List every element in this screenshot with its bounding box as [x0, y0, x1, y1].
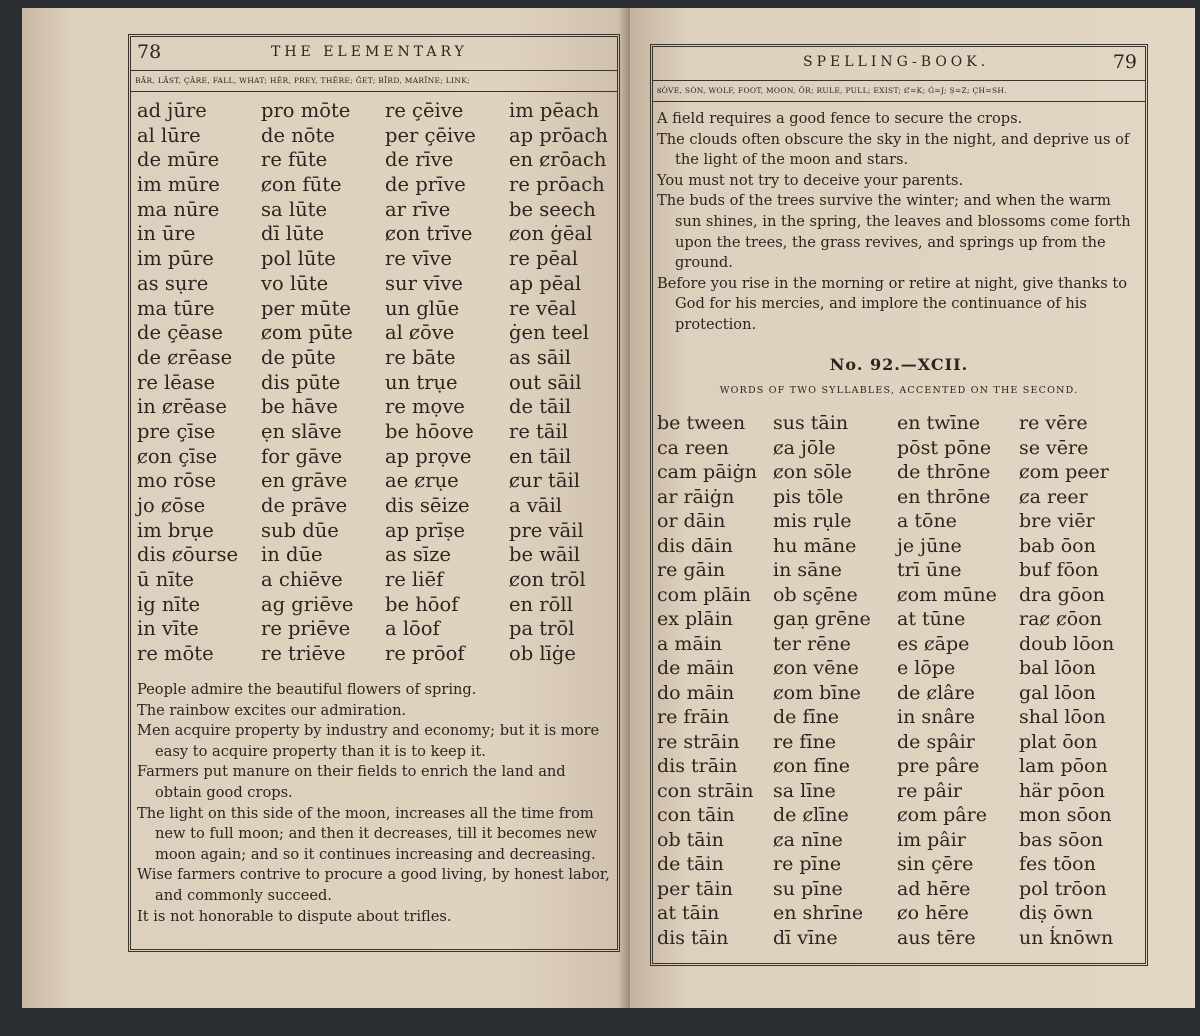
- word-row: [137, 198, 617, 223]
- word-row: [657, 583, 1137, 608]
- word-row: [657, 411, 1137, 436]
- spelling-word: re mọve: [385, 395, 465, 419]
- spelling-word: in sāne: [773, 559, 842, 581]
- spelling-word: trī ūne: [897, 559, 962, 581]
- word-row: [657, 901, 1137, 926]
- spelling-word: ȼom mūne: [897, 583, 997, 606]
- spelling-word: gaṇ grēne: [773, 608, 871, 630]
- spelling-word: de tāin: [657, 853, 724, 875]
- spelling-word: be hāve: [261, 395, 338, 419]
- spelling-word: re vēal: [509, 296, 577, 320]
- spelling-word: re gāin: [657, 559, 726, 581]
- spelling-word: re vīve: [385, 247, 452, 271]
- spelling-word: re bāte: [385, 345, 456, 369]
- spelling-word: en rōll: [509, 592, 573, 616]
- running-head-right: SPELLING-BOOK.: [803, 54, 990, 70]
- spelling-word: re triēve: [261, 642, 346, 666]
- word-row: [657, 828, 1137, 853]
- spelling-word: de tāil: [509, 395, 572, 419]
- spelling-word: de māin: [657, 657, 735, 679]
- spelling-word: e lōpe: [897, 657, 956, 679]
- spelling-word: in vīte: [137, 617, 199, 641]
- spelling-word: se vēre: [1019, 436, 1089, 459]
- spelling-word: ca reen: [657, 436, 729, 459]
- spelling-word: es ȼāpe: [897, 632, 970, 655]
- spelling-word: sur vīve: [385, 271, 463, 295]
- spelling-word: ob līġe: [509, 642, 576, 666]
- spelling-word: de rīve: [385, 148, 454, 172]
- spelling-word: pre çīse: [137, 419, 216, 443]
- word-row: [137, 519, 617, 544]
- spelling-word: dī vīne: [773, 926, 838, 949]
- spelling-word: as sụre: [137, 271, 209, 295]
- sentences-left: [137, 680, 615, 927]
- word-row: [137, 543, 617, 568]
- spelling-word: bre viēr: [1019, 510, 1095, 532]
- spelling-word: ȼon sōle: [773, 461, 852, 483]
- word-row: [137, 371, 617, 396]
- spelling-word: a tōne: [897, 510, 957, 532]
- spelling-word: re çēive: [385, 99, 464, 122]
- spelling-word: ȼon ġēal: [509, 222, 593, 246]
- spelling-word: re liēf: [385, 568, 444, 592]
- spelling-word: pa trōl: [509, 617, 575, 641]
- spelling-word: re fīne: [773, 730, 836, 753]
- word-row: [137, 593, 617, 618]
- spelling-word: a māin: [657, 632, 723, 655]
- reading-sentence: Farmers put manure on their fields to enrich the land and obtain good crops.: [137, 763, 566, 801]
- pronunciation-key-right: ȢȮVE, SȮN, WOLF, FOOT, MOON, ÔR; RULE, PULL; EXIST; Ȼ=K; Ġ=J; Ṣ=Z; ÇH=SH.: [653, 80, 1145, 102]
- word-row: [657, 460, 1137, 485]
- spelling-word: in ūre: [137, 222, 196, 246]
- spelling-word: be hōof: [385, 592, 459, 616]
- spelling-word: ob tāin: [657, 828, 724, 851]
- reading-sentence: Wise farmers contrive to procure a good living, by honest labor, and commonly succeed.: [137, 866, 610, 904]
- word-row: [137, 99, 617, 124]
- spelling-word: pōst pōne: [897, 436, 992, 459]
- spelling-word: ȼa reer: [1019, 485, 1088, 508]
- word-row: [137, 494, 617, 519]
- spelling-word: shal lōon: [1019, 706, 1106, 728]
- spelling-word: ter rēne: [773, 632, 851, 655]
- spelling-word: aus tēre: [897, 926, 976, 949]
- word-row: [137, 148, 617, 173]
- spelling-word: ar rīve: [385, 197, 451, 221]
- reading-sentence: Men acquire property by industry and economy; but it is more easy to acquire property than it is to keep it.: [137, 722, 600, 760]
- section-title: No. 92.—XCII.: [829, 355, 969, 374]
- spelling-word: ȼom pūte: [261, 321, 353, 345]
- reading-sentence: The rainbow excites our admiration.: [137, 701, 407, 719]
- spelling-word: ȼom pâre: [897, 804, 987, 826]
- spelling-word: be hōove: [385, 419, 474, 443]
- spelling-word: hu māne: [773, 534, 857, 557]
- spelling-word: re pēal: [509, 247, 578, 271]
- spelling-word: bal lōon: [1019, 657, 1096, 679]
- spelling-word: sus tāin: [773, 412, 849, 434]
- word-row: [657, 509, 1137, 534]
- spelling-word: dra gōon: [1019, 583, 1105, 606]
- spelling-word: re prōof: [385, 642, 465, 666]
- spelling-word: dī lūte: [261, 222, 325, 246]
- page-number-right: 79: [1112, 51, 1137, 73]
- sentences-right: [657, 109, 1141, 336]
- spelling-word: ȼa nīne: [773, 828, 843, 851]
- spelling-word: be tween: [657, 412, 746, 434]
- spelling-word: in snâre: [897, 706, 975, 728]
- spelling-word: de ȼrēase: [137, 345, 233, 369]
- word-row: [137, 124, 617, 149]
- spelling-word: pro mōte: [261, 99, 351, 122]
- spelling-word: mon sōon: [1019, 804, 1112, 826]
- spelling-word: a lōof: [385, 617, 440, 641]
- spelling-word: dis sēize: [385, 494, 470, 517]
- word-row: [137, 469, 617, 494]
- spelling-word: ap prīṣe: [385, 518, 465, 542]
- spelling-word: dis tāin: [657, 926, 729, 949]
- word-row: [657, 852, 1137, 877]
- spelling-word: dis dāin: [657, 534, 733, 557]
- spelling-word: im pūre: [137, 247, 214, 271]
- right-page: [630, 8, 1195, 1008]
- spelling-word: de thrōne: [897, 461, 991, 483]
- reading-sentence: You must not try to deceive your parents.: [657, 171, 964, 189]
- right-page-frame: [650, 44, 1148, 966]
- spelling-word: mo rōse: [137, 469, 217, 493]
- spelling-word: här pōon: [1019, 779, 1105, 802]
- spelling-word: for gāve: [261, 444, 343, 468]
- spelling-word: ȼur tāil: [509, 469, 580, 493]
- spelling-word: do māin: [657, 681, 735, 704]
- spelling-word: cam pāiġn: [657, 461, 757, 483]
- spelling-word: de prāve: [261, 494, 348, 517]
- spelling-word: un trụe: [385, 370, 458, 394]
- reading-sentence: People admire the beautiful flowers of spring.: [137, 681, 477, 698]
- spelling-word: sa līne: [773, 779, 836, 802]
- spelling-word: pre pâre: [897, 755, 980, 777]
- word-row: [137, 617, 617, 642]
- spelling-word: re priēve: [261, 617, 351, 641]
- spelling-word: ad hēre: [897, 877, 971, 900]
- spelling-word: sin çēre: [897, 853, 974, 875]
- reading-sentence: The light on this side of the moon, increases all the time from new to full moon; and then it decreases, till it becomes new moon again; and so it continues increasing and decreasing.: [137, 804, 597, 863]
- spelling-word: de ȼlâre: [897, 681, 975, 704]
- spelling-word: jo ȼōse: [137, 494, 206, 517]
- spelling-word: en thrōne: [897, 485, 991, 508]
- spelling-word: de fīne: [773, 706, 840, 728]
- spelling-word: diṣ ōwn: [1019, 902, 1093, 924]
- word-row: [657, 485, 1137, 510]
- spelling-word: en ȼrōach: [509, 148, 607, 172]
- word-row: [657, 632, 1137, 657]
- spelling-word: as sāil: [509, 345, 571, 369]
- spelling-word: re lēase: [137, 370, 216, 394]
- spelling-word: ma tūre: [137, 296, 215, 320]
- spelling-word: ȼon trōl: [509, 568, 586, 592]
- spelling-word: ex plāin: [657, 608, 733, 630]
- spelling-word: su pīne: [773, 877, 843, 900]
- word-row: [137, 297, 617, 322]
- spelling-word: as sīze: [385, 543, 451, 567]
- spelling-word: sub dūe: [261, 518, 339, 542]
- spelling-word: com plāin: [657, 583, 752, 606]
- word-row: [137, 395, 617, 420]
- spelling-word: sa lūte: [261, 197, 328, 221]
- spelling-word: lam pōon: [1019, 755, 1108, 777]
- spelling-word: de mūre: [137, 148, 220, 172]
- spelling-word: pre vāil: [509, 518, 584, 542]
- word-row: [657, 656, 1137, 681]
- spelling-word: de çēase: [137, 321, 223, 345]
- spelling-word: re strāin: [657, 730, 740, 753]
- spelling-word: pol lūte: [261, 247, 336, 271]
- reading-sentence: The buds of the trees survive the winter; and when the warm sun shines, in the spring, the leaves and blossoms come forth upon the trees, the grass revives, and springs up from the ground.: [657, 192, 1131, 272]
- section-subtitle: WORDS OF TWO SYLLABLES, ACCENTED ON THE SECOND.: [719, 385, 1079, 396]
- page-number-left: 78: [137, 41, 162, 63]
- word-row: [657, 534, 1137, 559]
- spelling-word: re mōte: [137, 642, 214, 666]
- word-row: [137, 346, 617, 371]
- spelling-word: re vēre: [1019, 412, 1088, 434]
- word-row: [657, 803, 1137, 828]
- left-page-frame: [128, 34, 620, 952]
- spelling-word: un glūe: [385, 296, 460, 320]
- spelling-word: ig nīte: [137, 592, 201, 616]
- spelling-word: ag griēve: [261, 592, 354, 616]
- spelling-word: im pâir: [897, 828, 966, 851]
- spelling-word: pis tōle: [773, 485, 844, 508]
- spelling-word: fes tōon: [1019, 853, 1096, 875]
- spelling-word: buf fōon: [1019, 559, 1099, 581]
- word-row: [137, 321, 617, 346]
- word-row: [657, 681, 1137, 706]
- spelling-word: bab ōon: [1019, 534, 1096, 557]
- spelling-word: vo lūte: [261, 271, 329, 295]
- spelling-word: ȼom peer: [1019, 461, 1109, 483]
- spelling-word: re frāin: [657, 706, 730, 728]
- spelling-word: ob sçēne: [773, 583, 858, 606]
- word-row: [657, 436, 1137, 461]
- spelling-word: in dūe: [261, 543, 323, 567]
- word-row: [657, 730, 1137, 755]
- spelling-word: dis ȼōurse: [137, 543, 239, 567]
- spelling-word: doub lōon: [1019, 632, 1115, 655]
- spelling-word: ma nūre: [137, 197, 220, 221]
- reading-sentence: It is not honorable to dispute about trifles.: [137, 907, 452, 925]
- spelling-word: je jūne: [897, 534, 962, 557]
- spelling-word: at tūne: [897, 608, 966, 630]
- word-table-left: [137, 99, 617, 667]
- spelling-word: ȼon trīve: [385, 222, 473, 246]
- spelling-word: ap prọve: [385, 444, 472, 468]
- word-row: [657, 705, 1137, 730]
- reading-sentence: The clouds often obscure the sky in the night, and deprive us of the light of the moon and stars.: [657, 130, 1130, 169]
- word-row: [137, 568, 617, 593]
- spelling-word: re fūte: [261, 148, 328, 172]
- spelling-word: a chiēve: [261, 568, 343, 592]
- running-head-left: THE ELEMENTARY: [271, 44, 468, 60]
- spelling-word: re prōach: [509, 173, 605, 197]
- spelling-word: im mūre: [137, 173, 220, 197]
- spelling-word: en twīne: [897, 412, 980, 434]
- word-row: [657, 607, 1137, 632]
- spelling-word: im brụe: [137, 518, 214, 542]
- spelling-word: ȼon fīne: [773, 755, 850, 777]
- spelling-word: re pâir: [897, 779, 963, 802]
- spelling-word: a vāil: [509, 494, 562, 517]
- word-row: [657, 558, 1137, 583]
- word-row: [657, 926, 1137, 951]
- spelling-word: de pūte: [261, 345, 336, 369]
- spelling-word: de nōte: [261, 123, 335, 147]
- spelling-word: re pīne: [773, 853, 842, 875]
- spelling-word: dis trāin: [657, 755, 738, 777]
- spelling-word: ȼo hēre: [897, 902, 969, 924]
- spelling-word: ap pēal: [509, 271, 582, 295]
- spelling-word: per tāin: [657, 877, 733, 900]
- spelling-word: en shrīne: [773, 902, 864, 924]
- spelling-word: ȼon fūte: [261, 173, 342, 197]
- word-row: [137, 272, 617, 297]
- spelling-word: raȼ ȼōon: [1019, 608, 1102, 630]
- spelling-word: de prīve: [385, 173, 466, 197]
- spelling-word: be seech: [509, 197, 596, 221]
- word-row: [137, 420, 617, 445]
- spelling-word: dis pūte: [261, 370, 341, 394]
- spelling-word: be wāil: [509, 543, 581, 567]
- reading-sentence: A field requires a good fence to secure the crops.: [657, 110, 1023, 127]
- spelling-word: un ḱnōwn: [1019, 926, 1114, 949]
- spelling-word: plat ōon: [1019, 730, 1098, 753]
- left-page: [22, 8, 630, 1008]
- spelling-word: con tāin: [657, 804, 735, 826]
- spelling-word: al lūre: [137, 123, 201, 147]
- reading-sentence: Before you rise in the morning or retire at night, give thanks to God for his mercies, and implore the continuance of his protection.: [657, 274, 1128, 333]
- spelling-word: mis rụle: [773, 510, 852, 532]
- spelling-word: ae ȼrụe: [385, 469, 459, 493]
- spelling-word: pol trōon: [1019, 877, 1107, 900]
- spelling-word: de ȼlīne: [773, 804, 849, 826]
- word-row: [657, 877, 1137, 902]
- spelling-word: at tāin: [657, 902, 720, 924]
- spelling-word: or dāin: [657, 510, 726, 532]
- word-row: [137, 222, 617, 247]
- spelling-word: con strāin: [657, 779, 754, 802]
- spelling-word: ar rāiġn: [657, 485, 735, 508]
- spelling-word: ȼa jōle: [773, 436, 836, 459]
- word-row: [657, 779, 1137, 804]
- spelling-word: ȼon çīse: [137, 444, 218, 468]
- spelling-word: ẹn slāve: [261, 419, 342, 443]
- spelling-word: de spâir: [897, 730, 975, 753]
- spelling-word: ȼon vēne: [773, 657, 859, 679]
- pronunciation-key-left: BĀR, LĀST, ÇÂRE, FALL, WHAT; HÊR, PREY, THÊRE; ĜET; BĪRD, MARÏNE; LINK;: [131, 70, 617, 92]
- word-row: [137, 445, 617, 470]
- spelling-word: gal lōon: [1019, 681, 1096, 704]
- spelling-word: im pēach: [509, 99, 600, 122]
- spelling-word: bas sōon: [1019, 828, 1104, 851]
- spelling-word: ad jūre: [137, 99, 207, 122]
- word-table-right: [657, 411, 1137, 950]
- spelling-word: per mūte: [261, 296, 351, 320]
- word-row: [657, 754, 1137, 779]
- spelling-word: per çēive: [385, 123, 476, 147]
- spelling-word: re tāil: [509, 419, 568, 443]
- spelling-word: ȼom bīne: [773, 681, 861, 704]
- spelling-word: al ȼōve: [385, 321, 455, 345]
- spelling-word: out sāil: [509, 370, 582, 394]
- spelling-word: en tāil: [509, 444, 572, 468]
- spelling-word: ū nīte: [137, 568, 194, 592]
- word-row: [137, 247, 617, 272]
- spelling-word: ġen teel: [509, 321, 589, 345]
- spelling-word: in ȼrēase: [137, 395, 227, 419]
- word-row: [137, 173, 617, 198]
- word-row: [137, 642, 617, 667]
- spelling-word: ap prōach: [509, 123, 608, 147]
- spelling-word: en grāve: [261, 469, 348, 493]
